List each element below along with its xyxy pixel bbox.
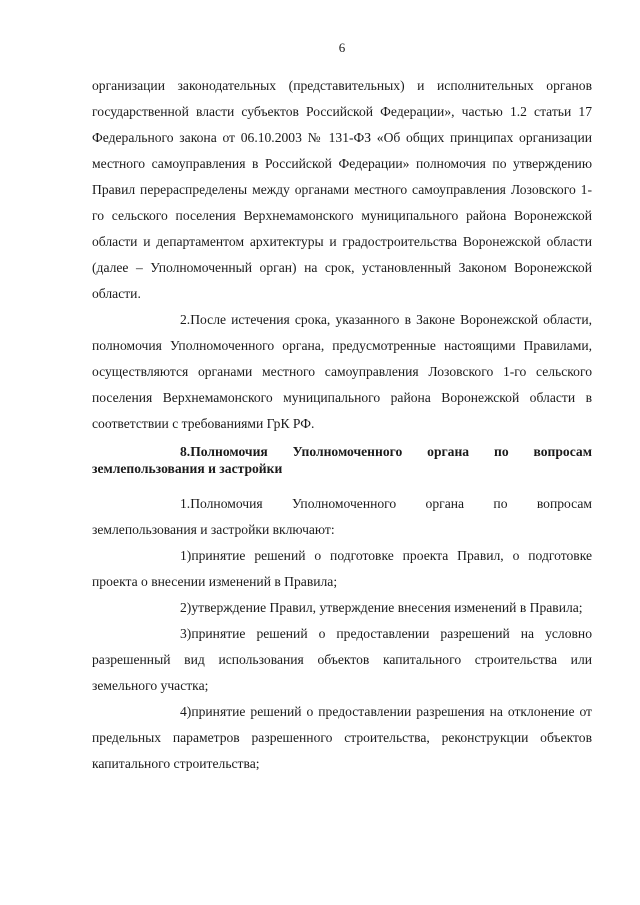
paragraph-text: После истечения срока, указанного в Законе Воронежской области, полномочия Уполномоченного органа, предусмотренные настоящими Правилами, осуществляются органами местного самоуправления Лозовского 1-го сельского поселения Верхнемамонского муниципального района Воронежской области в соответствии с требованиями ГрК РФ. xyxy=(92,312,592,431)
list-item-4 xyxy=(92,699,592,777)
list-item-text: принятие решений о предоставлении разрешения на отклонение от предельных параметров разрешенного строительства, реконструкции объектов капитального строительства; xyxy=(92,704,592,771)
list-item-text: утверждение Правил, утверждение внесения изменений в Правила; xyxy=(191,600,583,615)
list-item-number: 4) xyxy=(180,704,192,719)
paragraph-number: 1. xyxy=(180,496,191,511)
list-item-number: 2) xyxy=(180,600,192,615)
paragraph-number: 2. xyxy=(180,312,191,327)
list-item-text: принятие решений о подготовке проекта Правил, о подготовке проекта о внесении изменений в Правила; xyxy=(92,548,592,589)
section-title: Полномочия Уполномоченного органа по вопросам землепользования и застройки xyxy=(92,444,592,476)
list-item-text: принятие решений о предоставлении разрешений на условно разрешенный вид использования объектов капитального строительства или земельного участка; xyxy=(92,626,592,693)
section-number: 8. xyxy=(180,444,191,459)
section-heading xyxy=(92,443,592,477)
section-paragraph-1 xyxy=(92,491,592,543)
list-item-number: 3) xyxy=(180,626,192,641)
list-item-1 xyxy=(92,543,592,595)
paragraph-text: организации законодательных (представительных) и исполнительных органов государственной власти субъектов Российской Федерации», частью 1.2 статьи 17 Федерального закона от 06.10.2003 № 131-ФЗ «Об общих принципах организации местного самоуправления в Российской Федерации» полномочия по утверждению Правил перераспределены между органами местного самоуправления Лозовского 1-го сельского поселения Верхнемамонского муниципального района Воронежской области и департаментом архитектуры и градостроительства Воронежской области (далее – Уполномоченный орган) на срок, установленный Законом Воронежской области. xyxy=(92,78,592,301)
list-item-2 xyxy=(92,595,592,621)
paragraph-2 xyxy=(92,307,592,437)
paragraph-continuation xyxy=(92,73,592,307)
list-item-number: 1) xyxy=(180,548,192,563)
page-number: 6 xyxy=(338,40,346,55)
paragraph-text: Полномочия Уполномоченного органа по вопросам землепользования и застройки включают: xyxy=(92,496,592,537)
list-item-3 xyxy=(92,621,592,699)
